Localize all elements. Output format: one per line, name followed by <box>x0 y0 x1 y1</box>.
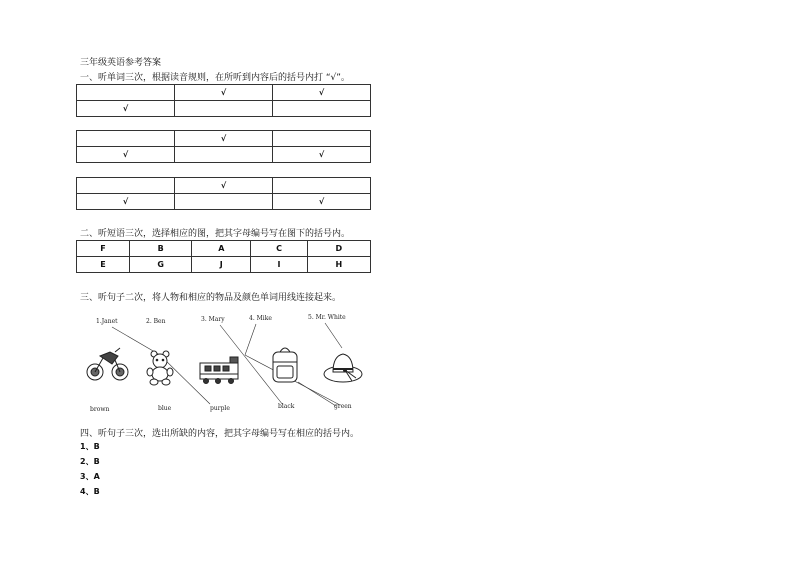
table-cell: √ <box>77 194 175 210</box>
answer-2: 2、B <box>80 457 100 466</box>
table-cell: √ <box>175 178 273 194</box>
table-cell: E <box>77 257 130 273</box>
person-name-mr-white: 5. Mr. White <box>308 314 346 321</box>
color-word-black: black <box>278 403 295 410</box>
color-word-blue: blue <box>158 405 172 412</box>
page-title: 三年级英语参考答案 <box>80 58 162 68</box>
table-cell: √ <box>175 85 273 101</box>
answer-1: 1、B <box>80 442 100 451</box>
hat-icon <box>324 354 362 382</box>
color-word-brown: brown <box>90 406 110 413</box>
section3-heading: 三、听句子二次，将人物和相应的物品及颜色单词用线连接起来。 <box>80 293 342 303</box>
table-cell: D <box>307 241 370 257</box>
table-cell: √ <box>273 147 371 163</box>
table-cell: C <box>251 241 307 257</box>
table-cell: √ <box>273 85 371 101</box>
table-cell: J <box>192 257 251 273</box>
section4-heading: 四、听句子三次，选出所缺的内容，把其字母编号写在相应的括号内。 <box>80 429 360 439</box>
person-name-ben: 2. Ben <box>146 318 166 325</box>
table-cell: F <box>77 241 130 257</box>
backpack-icon <box>273 348 297 382</box>
section2-heading: 二、听短语三次，选择相应的图，把其字母编号写在图下的括号内。 <box>80 229 351 239</box>
train-icon <box>200 357 238 384</box>
table-cell: G <box>130 257 192 273</box>
person-name-mike: 4. Mike <box>249 315 272 322</box>
table-cell: √ <box>175 131 273 147</box>
table-cell: √ <box>273 194 371 210</box>
section1-heading: 一、听单词三次，根据读音规则，在所听到内容后的括号内打 “√”。 <box>80 73 350 83</box>
motorbike-icon <box>87 348 128 380</box>
table-cell: √ <box>77 147 175 163</box>
person-name-janet: 1.Janet <box>96 318 118 325</box>
teddy-bear-icon <box>147 351 173 385</box>
table-cell: B <box>130 241 192 257</box>
table-cell: H <box>307 257 370 273</box>
color-word-green: green <box>334 403 352 410</box>
answer-3: 3、A <box>80 472 100 481</box>
table-cell: I <box>251 257 307 273</box>
table-cell: A <box>192 241 251 257</box>
table-cell: √ <box>77 101 175 117</box>
color-word-purple: purple <box>210 405 230 412</box>
person-name-mary: 3. Mary <box>201 316 225 323</box>
answer-4: 4、B <box>80 487 100 496</box>
